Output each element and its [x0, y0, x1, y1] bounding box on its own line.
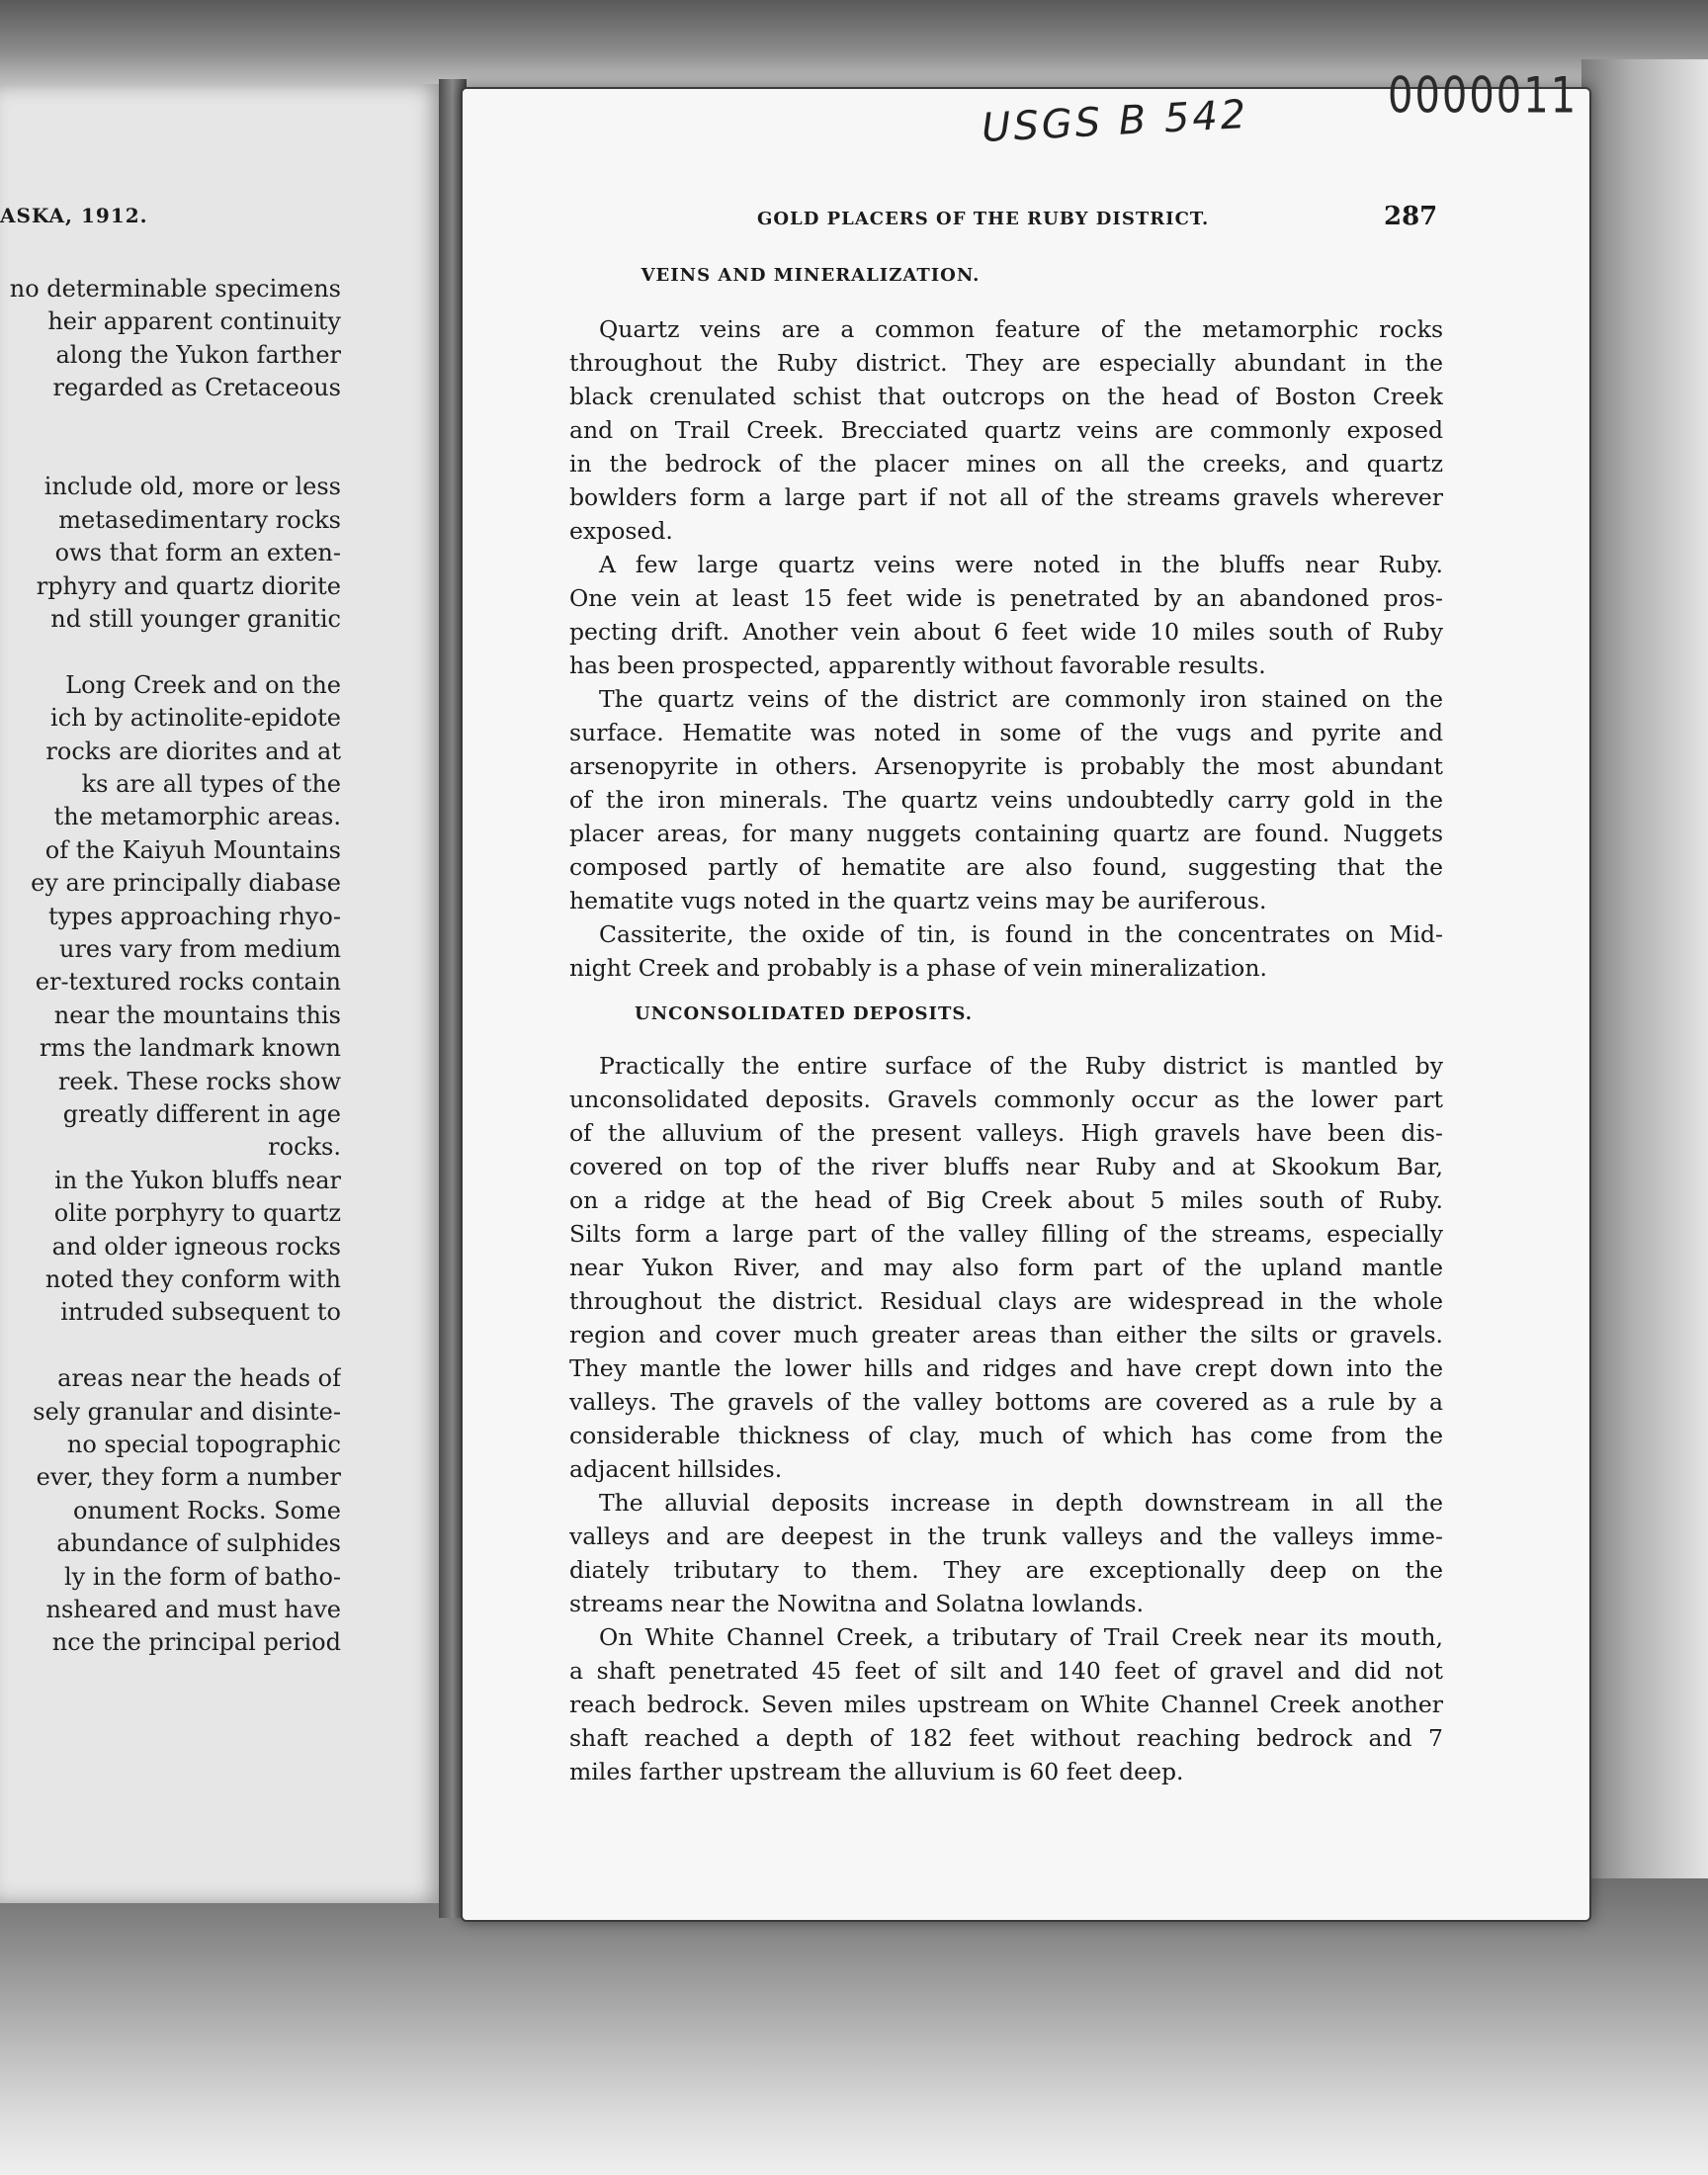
section-title-unconsolidated: UNCONSOLIDATED DEPOSITS. [635, 1003, 973, 1024]
left-text-line: heir apparent continuity [47, 307, 341, 336]
left-text-line: abundance of sulphides [56, 1529, 341, 1558]
section-title-veins: VEINS AND MINERALIZATION. [640, 265, 981, 286]
body-text-line: pecting drift. Another vein about 6 feet wide 10 miles south of Ruby [569, 618, 1443, 646]
left-text-line: no determinable specimens [9, 275, 341, 303]
left-text-line: Long Creek and on the [65, 670, 341, 699]
left-text-line: along the Yukon farther [55, 340, 341, 369]
left-text-line: intruded subsequent to [60, 1298, 341, 1327]
left-text-line: ows that form an exten- [54, 539, 341, 567]
body-text-line: diately tributary to them. They are exceptionally deep on the [569, 1556, 1443, 1584]
body-text-line: has been prospected, apparently without favorable results. [569, 652, 1266, 679]
body-text-line: One vein at least 15 feet wide is penetrated by an abandoned pros- [569, 584, 1443, 612]
body-text-line: in the bedrock of the placer mines on all the creeks, and quartz [569, 450, 1443, 478]
left-text-line: rocks are diorites and at [45, 737, 341, 765]
scan-right-shadow [1581, 59, 1708, 1938]
body-text-line: throughout the district. Residual clays are widespread in the whole [569, 1287, 1443, 1315]
body-text-line: bowlders form a large part if not all of the streams gravels wherever [569, 483, 1443, 511]
left-text-line: ks are all types of the [81, 770, 341, 798]
left-text-line: er-textured rocks contain [35, 968, 341, 997]
left-text-line: nce the principal period [51, 1628, 341, 1657]
left-text-line: and older igneous rocks [51, 1232, 341, 1261]
left-text-line: onument Rocks. Some [73, 1496, 341, 1524]
left-text-line: regarded as Cretaceous [52, 374, 341, 402]
left-text-line: no special topographic [66, 1431, 341, 1458]
stamp-number: 0000011 [1388, 67, 1579, 125]
body-text-line: placer areas, for many nuggets containing quartz are found. Nuggets [569, 820, 1443, 847]
body-text-line: covered on top of the river bluffs near Ruby and at Skookum Bar, [569, 1153, 1443, 1180]
body-text-line: throughout the Ruby district. They are especially abundant in the [569, 349, 1443, 377]
page-number: 287 [1384, 202, 1438, 231]
body-text-line: miles farther upstream the alluvium is 60 feet deep. [569, 1758, 1184, 1785]
body-text-line: The alluvial deposits increase in depth downstream in all the [599, 1489, 1443, 1517]
body-text-line: on a ridge at the head of Big Creek about 5 miles south of Ruby. [569, 1186, 1443, 1214]
body-text-line: and on Trail Creek. Brecciated quartz veins are commonly exposed [569, 416, 1443, 444]
body-text-line: black crenulated schist that outcrops on the head of Boston Creek [569, 383, 1443, 410]
body-text-line: Silts form a large part of the valley filling of the streams, especially [569, 1220, 1443, 1248]
body-text-line: night Creek and probably is a phase of vein mineralization. [569, 954, 1267, 982]
left-text-line: reek. These rocks show [57, 1067, 341, 1095]
left-text-line: noted they conform with [44, 1265, 341, 1293]
left-text-line: metasedimentary rocks [58, 505, 341, 534]
handwritten-note: USGS B 542 [980, 91, 1250, 152]
body-text-line: shaft reached a depth of 182 feet without reaching bedrock and 7 [569, 1724, 1443, 1752]
left-text-line: nsheared and must have [45, 1596, 341, 1623]
body-text-line: region and cover much greater areas than either the silts or gravels. [569, 1321, 1443, 1348]
body-text-line: unconsolidated deposits. Gravels commonly occur as the lower part [569, 1086, 1443, 1113]
body-text-line: exposed. [569, 517, 673, 545]
body-text-line: valleys. The gravels of the valley bottoms are covered as a rule by a [569, 1388, 1443, 1416]
left-text-line: olite porphyry to quartz [53, 1199, 341, 1228]
body-text-line: considerable thickness of clay, much of which has come from the [569, 1422, 1443, 1449]
body-text-line: Cassiterite, the oxide of tin, is found in the concentrates on Mid- [599, 920, 1443, 948]
body-text-line: streams near the Nowitna and Solatna lowlands. [569, 1590, 1145, 1617]
body-text-line: adjacent hillsides. [569, 1455, 783, 1483]
left-text-line: greatly different in age [62, 1100, 341, 1128]
body-text-line: of the alluvium of the present valleys. High gravels have been dis- [569, 1119, 1443, 1147]
body-text-line: A few large quartz veins were noted in the bluffs near Ruby. [599, 551, 1443, 578]
body-text-line: reach bedrock. Seven miles upstream on White Channel Creek another [569, 1691, 1443, 1718]
body-text-line: valleys and are deepest in the trunk valleys and the valleys imme- [569, 1522, 1443, 1550]
left-text-line: in the Yukon bluffs near [54, 1166, 341, 1194]
left-text-line: ich by actinolite-epidote [50, 704, 341, 733]
left-text-line: include old, more or less [43, 473, 341, 501]
scan-bottom-shadow [0, 1878, 1708, 2175]
left-text-line: types approaching rhyo- [47, 902, 341, 930]
body-text-line: They mantle the lower hills and ridges and have crept down into the [569, 1354, 1443, 1382]
left-text-line: near the mountains this [53, 1000, 341, 1029]
left-text-line: sely granular and disinte- [33, 1397, 341, 1426]
body-text-line: On White Channel Creek, a tributary of Trail Creek near its mouth, [599, 1623, 1443, 1651]
body-text-line: surface. Hematite was noted in some of the vugs and pyrite and [569, 719, 1443, 746]
body-text-line: Quartz veins are a common feature of the metamorphic rocks [599, 315, 1443, 343]
left-text-line: of the Kaiyuh Mountains [44, 835, 341, 864]
left-text-line: rphyry and quartz diorite [36, 571, 341, 600]
body-text-line: arsenopyrite in others. Arsenopyrite is probably the most abundant [569, 752, 1443, 780]
body-text-line: The quartz veins of the district are commonly iron stained on the [599, 685, 1443, 713]
left-text-line: ey are principally diabase [31, 869, 341, 898]
left-text-line: rms the landmark known [39, 1034, 341, 1063]
left-text-line: the metamorphic areas. [53, 803, 341, 831]
body-text-line: near Yukon River, and may also form part of the upland mantle [569, 1254, 1443, 1281]
left-text-line: nd still younger granitic [50, 605, 341, 633]
body-text-line: hematite vugs noted in the quartz veins may be auriferous. [569, 887, 1267, 914]
body-text-line: composed partly of hematite are also found, suggesting that the [569, 853, 1443, 881]
left-text-line: ever, they form a number [36, 1463, 341, 1492]
left-text-line: ly in the form of batho- [63, 1562, 341, 1591]
left-text-line: ures vary from medium [58, 935, 341, 963]
body-text-line: Practically the entire surface of the Ruby district is mantled by [599, 1052, 1443, 1080]
left-text-line: rocks. [268, 1133, 341, 1162]
left-running-head: ASKA, 1912. [0, 204, 148, 227]
body-text-line: of the iron minerals. The quartz veins undoubtedly carry gold in the [569, 786, 1443, 814]
body-text-line: a shaft penetrated 45 feet of silt and 140 feet of gravel and did not [569, 1657, 1443, 1685]
running-head: GOLD PLACERS OF THE RUBY DISTRICT. [757, 209, 1210, 229]
left-text-line: areas near the heads of [57, 1364, 341, 1393]
